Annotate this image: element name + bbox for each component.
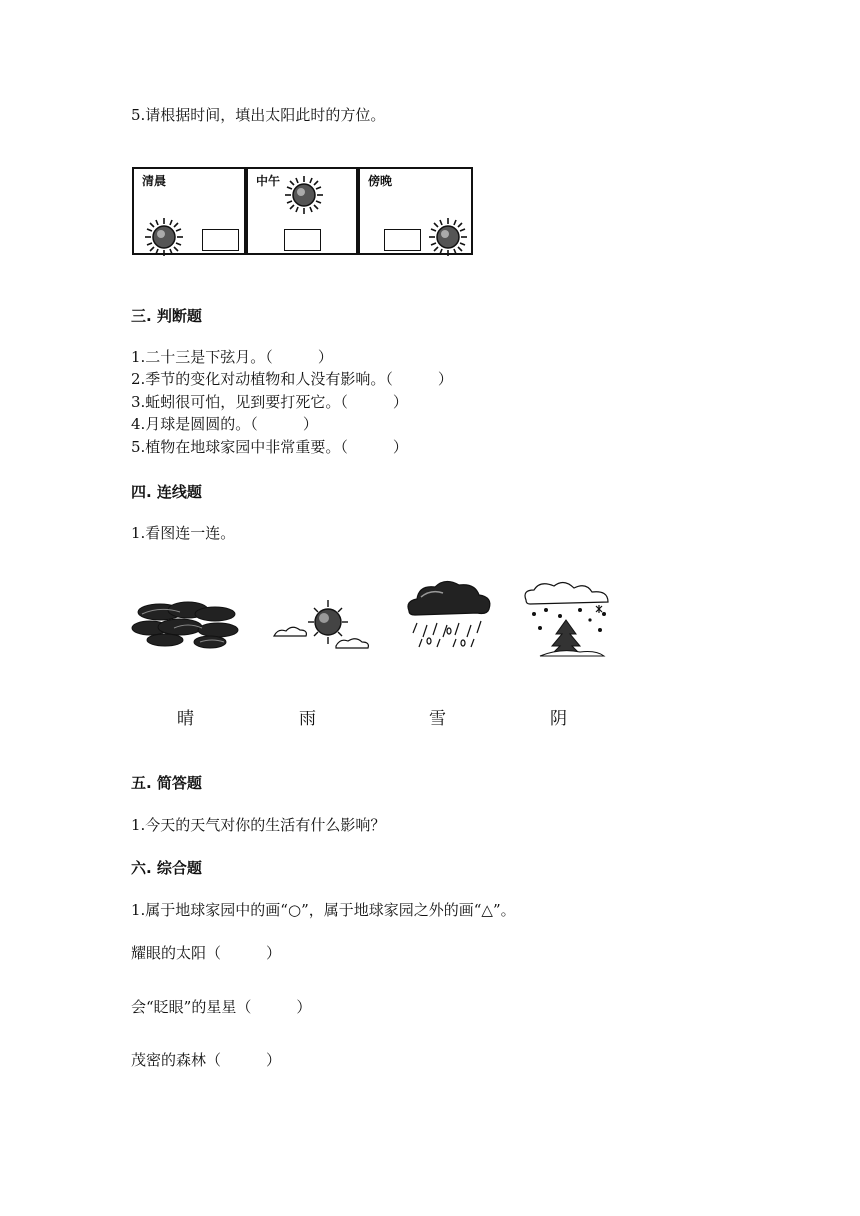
judge-item-2: 2.季节的变化对动植物和人没有影响。（ ）	[131, 370, 453, 388]
question-5: 5.请根据时间，填出太阳此时的方位。	[131, 106, 386, 124]
panel-label: 傍晚	[368, 174, 393, 188]
judge-item-4: 4.月球是圆圆的。（ ）	[131, 415, 318, 433]
panel-morning	[132, 167, 246, 255]
sunny-icon[interactable]	[270, 598, 376, 654]
comprehensive-item-2: 会“眨眼”的星星（ ）	[131, 998, 312, 1016]
answer-box[interactable]	[202, 229, 239, 251]
comprehensive-item-3: 茂密的森林（ ）	[131, 1051, 282, 1069]
weather-label-cloudy[interactable]: 阴	[550, 709, 567, 729]
answer-box[interactable]	[384, 229, 421, 251]
snow-icon[interactable]	[520, 580, 616, 658]
short-answer-question: 1.今天的天气对你的生活有什么影响？	[131, 816, 386, 834]
sun-icon	[428, 217, 468, 257]
panel-label: 清晨	[142, 174, 167, 188]
weather-label-sunny[interactable]: 晴	[177, 709, 194, 729]
section-6-title: 六. 综合题	[131, 859, 202, 877]
section-4-title: 四. 连线题	[131, 483, 202, 501]
sun-icon	[284, 175, 324, 215]
section-3-title: 三. 判断题	[131, 307, 202, 325]
sun-icon	[144, 217, 184, 257]
weather-label-snow[interactable]: 雪	[429, 709, 446, 729]
answer-box[interactable]	[284, 229, 321, 251]
panel-label: 中午	[256, 174, 281, 188]
panel-noon	[246, 167, 358, 255]
panel-evening	[358, 167, 473, 255]
weather-label-rain[interactable]: 雨	[299, 709, 316, 729]
judge-item-3: 3.蚯蚓很可怕，见到要打死它。（ ）	[131, 393, 408, 411]
rain-icon[interactable]	[403, 575, 495, 649]
comprehensive-question: 1.属于地球家园中的画“○”，属于地球家园之外的画“△”。	[131, 901, 516, 919]
judge-item-5: 5.植物在地球家园中非常重要。（ ）	[131, 438, 408, 456]
comprehensive-item-1: 耀眼的太阳（ ）	[131, 944, 282, 962]
matching-question: 1.看图连一连。	[131, 524, 236, 542]
judge-item-1: 1.二十三是下弦月。（ ）	[131, 348, 333, 366]
cloudy-icon[interactable]	[130, 600, 242, 650]
section-5-title: 五. 简答题	[131, 774, 202, 792]
